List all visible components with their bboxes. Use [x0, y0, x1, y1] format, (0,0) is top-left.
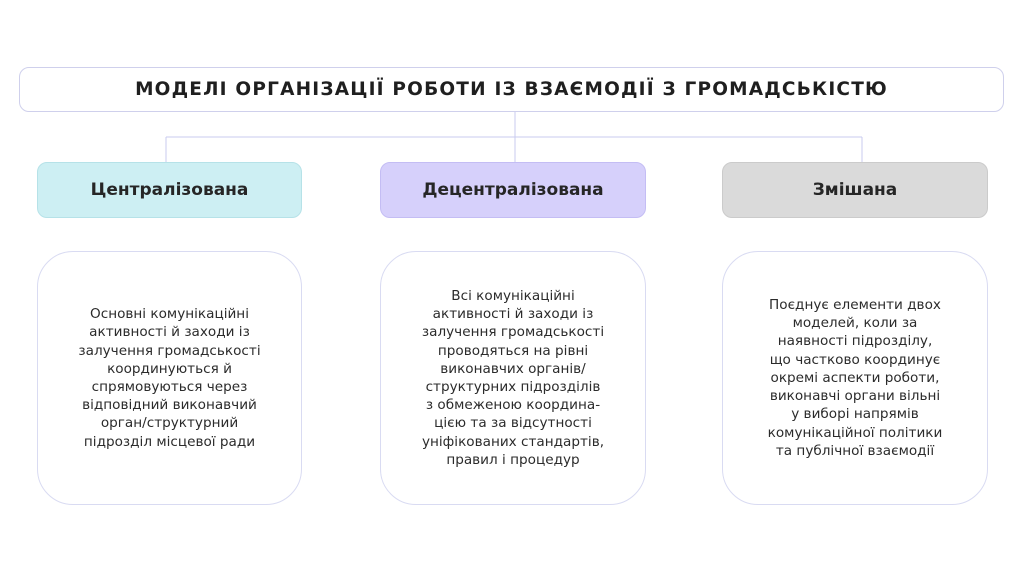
- model-centralized-label: Централізована: [90, 180, 249, 200]
- model-centralized-description: Основні комунікаційні активності й заходи із залучення громадськості координуються й спрямовуються через відповідний виконавчий орган/структурний підрозділ місцевої ради: [78, 306, 261, 450]
- diagram-title: МОДЕЛІ ОРГАНІЗАЦІЇ РОБОТИ ІЗ ВЗАЄМОДІЇ З ГРОМАДСЬКІСТЮ: [135, 79, 888, 100]
- model-mixed-description-box: [722, 251, 988, 505]
- model-decentralized-description-box: [380, 251, 646, 505]
- title-box: [19, 67, 1004, 112]
- model-mixed-label: Змішана: [812, 180, 898, 200]
- model-decentralized-label: Децентралізована: [422, 180, 604, 200]
- model-centralized-description-box: [37, 251, 302, 505]
- model-mixed-description: Поєднує елементи двох моделей, коли за наявності підрозділу, що частково координує окремі аспекти роботи, виконавчі органи вільні у виборі напрямів комунікаційної політики та публічної взаємодії: [767, 297, 943, 459]
- model-decentralized-description: Всі комунікаційні активності й заходи із залучення громадськості проводяться на рівні виконавчих органів/ структурних підрозділів з обмеженою координа- цією та за відсутності уніфікованих стандартів, правил і процедур: [421, 287, 605, 468]
- model-centralized-box: [37, 162, 302, 218]
- model-decentralized-box: [380, 162, 646, 218]
- model-mixed-box: [722, 162, 988, 218]
